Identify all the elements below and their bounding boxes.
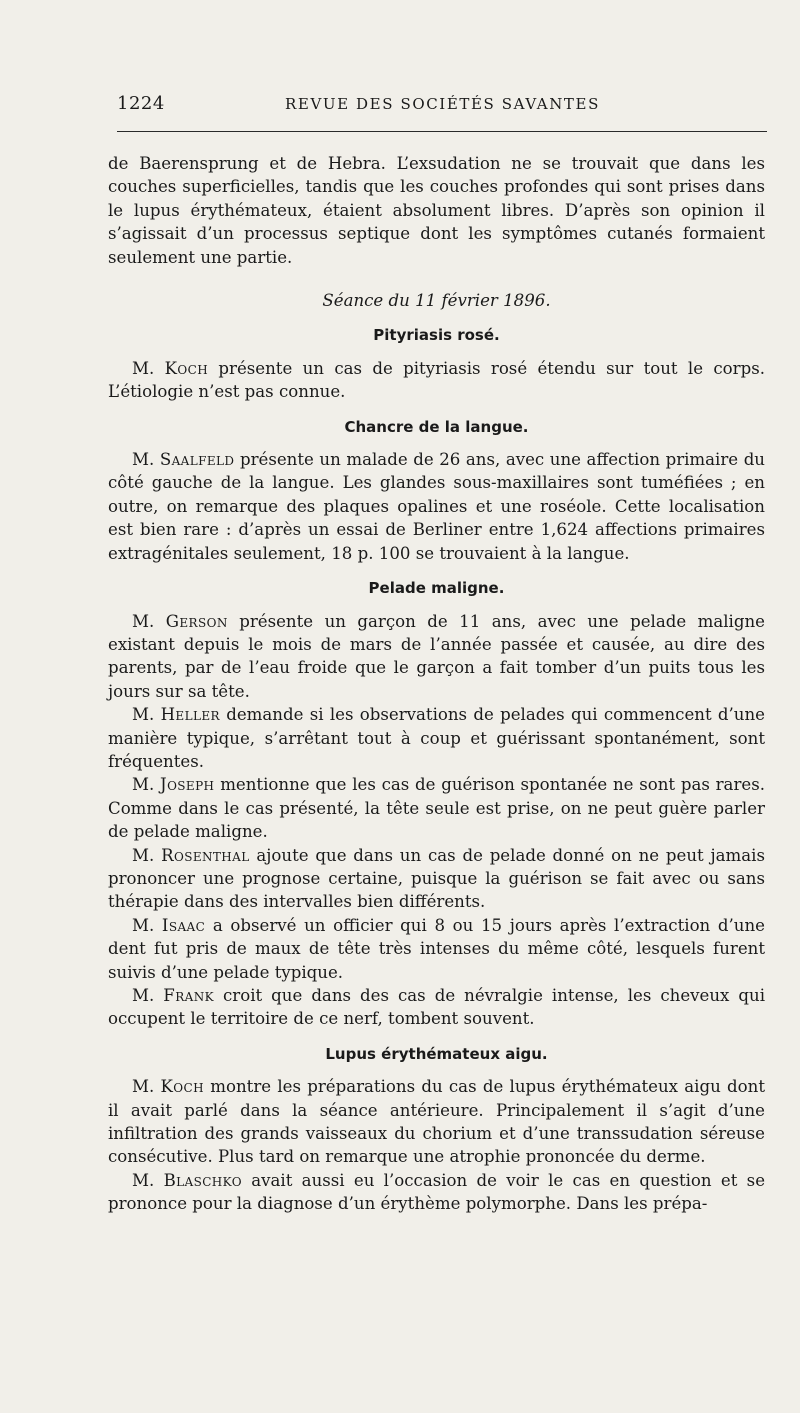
speaker-prefix: M. xyxy=(132,775,155,795)
speaker-name: Frank xyxy=(163,986,214,1005)
speaker-prefix: M. xyxy=(132,1170,155,1190)
speaker-name: Rosenthal xyxy=(161,845,250,865)
section-heading-lupus: Lupus érythémateux aigu. xyxy=(325,1044,548,1063)
speaker-name: Saalfeld xyxy=(159,450,235,470)
paragraph-text: demande si les observations de pelades qui commencent d’une manière typique, s’arrêtant tout à coup et guérissant spontanément, sont fréquentes. xyxy=(108,705,765,771)
paragraph-isaac xyxy=(108,914,765,984)
paragraph-frank xyxy=(108,984,765,1031)
header-rule xyxy=(117,131,767,132)
speaker-name: Joseph xyxy=(160,775,215,795)
paragraph-koch-lupus xyxy=(108,1075,765,1169)
session-title: Séance du 11 février 1896. xyxy=(322,291,551,311)
speaker-name: Koch xyxy=(164,358,209,378)
speaker-prefix: M. xyxy=(132,1077,155,1097)
speaker-name: Heller xyxy=(160,705,220,725)
paragraph-blaschko xyxy=(108,1169,765,1216)
speaker-name: Gerson xyxy=(165,611,228,631)
speaker-prefix: M. xyxy=(132,986,155,1005)
running-title: REVUE DES SOCIÉTÉS SAVANTES xyxy=(285,95,600,113)
paragraph-koch-pityriasis xyxy=(108,357,765,404)
section-heading-chancre: Chancre de la langue. xyxy=(344,417,529,436)
paragraph-text: avait aussi eu l’occasion de voir le cas en question et se prononce pour la diagnose d’un érythème polymorphe. Dans les prépa- xyxy=(108,1170,766,1214)
section-heading-pityriasis: Pityriasis rosé. xyxy=(373,326,500,345)
paragraph-saalfeld xyxy=(108,448,765,565)
page-number: 1224 xyxy=(117,93,165,114)
paragraph-gerson xyxy=(108,610,765,704)
section-heading-pelade: Pelade maligne. xyxy=(368,579,505,598)
paragraph-text: ajoute que dans un cas de pelade donné on ne peut jamais prononcer une prognose certaine, puisque la guérison se fait avec ou sans thérapie dans des intervalles bien différents. xyxy=(108,845,765,912)
speaker-prefix: M. xyxy=(132,358,155,378)
paragraph-text: montre les préparations du cas de lupus érythémateux aigu dont il avait parlé dans la séance antérieure. Principalement il s’agit d’une infiltration des grands vaisseaux du chorium et d’une transsudation séreuse consécutive. Plus tard on remarque une atrophie prononcée du derme. xyxy=(108,1077,766,1167)
speaker-name: Blaschko xyxy=(163,1170,242,1190)
speaker-prefix: M. xyxy=(132,450,155,470)
paragraph-joseph xyxy=(108,773,765,843)
paragraph-continuation: de Baerensprung et de Hebra. L’exsudation ne se trouvait que dans les couches superficielles, tandis que les couches profondes qui sont prises dans le lupus érythémateux, étaient absolument libres. D’après son opinion il s’agissait d’un processus septique dont les symptômes cutanés formaient seulement une partie. xyxy=(108,154,765,267)
paragraph-text: présente un malade de 26 ans, avec une affection primaire du côté gauche de la langue. Les glandes sous-maxillaires sont tuméfiées ; en outre, on remarque des plaques opalines et une roséole. Cette localisation est bien rare : d’après un essai de Berliner entre 1,624 affections primaires extragénitales seulement, 18 p. 100 se trouvaient à la langue. xyxy=(108,450,765,563)
paragraph-text: a observé un officier qui 8 ou 15 jours après l’extraction d’une dent fut pris de maux de tête très intenses du même côté, lesquels furent suivis d’une pelade typique. xyxy=(108,915,765,982)
paragraph-text: présente un cas de pityriasis rosé étendu sur tout le corps. L’étiologie n’est pas connue. xyxy=(108,358,765,402)
speaker-prefix: M. xyxy=(132,845,155,865)
page-header xyxy=(117,93,767,119)
paragraph-heller xyxy=(108,703,765,773)
speaker-name: Isaac xyxy=(161,915,206,935)
speaker-prefix: M. xyxy=(132,611,155,631)
paragraph-text: mentionne que les cas de guérison spontanée ne sont pas rares. Comme dans le cas présenté, la tête seule est prise, on ne peut guère parler de pelade maligne. xyxy=(108,775,765,842)
paragraph-rosenthal xyxy=(108,844,765,914)
paragraph-text: présente un garçon de 11 ans, avec une pelade maligne existant depuis le mois de mars de l’année passée et causée, au dire des parents, par de l’eau froide que le garçon a fait tomber d’un puits tous les jours sur sa tête. xyxy=(108,611,765,701)
speaker-prefix: M. xyxy=(132,915,155,935)
speaker-prefix: M. xyxy=(132,705,155,725)
paragraph-text: croit que dans des cas de névralgie intense, les cheveux qui occupent le territoire de ce nerf, tombent souvent. xyxy=(108,986,766,1029)
article-body xyxy=(108,152,765,1216)
speaker-name: Koch xyxy=(160,1077,204,1097)
